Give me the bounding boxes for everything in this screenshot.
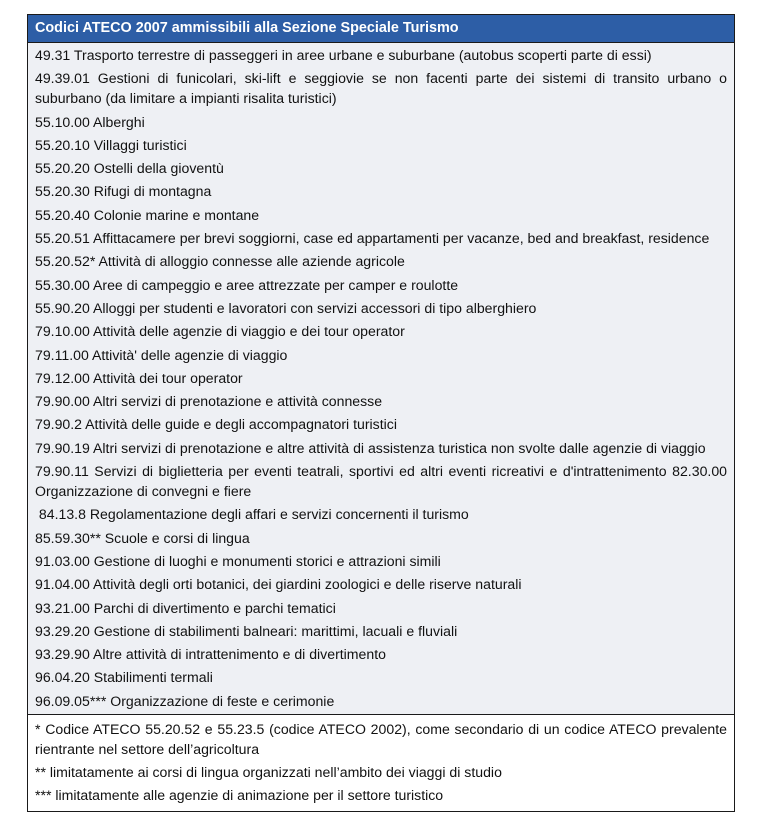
table-title: Codici ATECO 2007 ammissibili alla Sezione Speciale Turismo bbox=[28, 15, 734, 43]
table-row: 55.20.52* Attività di alloggio connesse alle aziende agricole bbox=[35, 253, 405, 270]
table-row: 79.10.00 Attività delle agenzie di viaggio e dei tour operator bbox=[35, 323, 405, 340]
table-row: 93.21.00 Parchi di divertimento e parchi tematici bbox=[35, 599, 336, 616]
table-row: 79.90.11 Servizi di biglietteria per eventi teatrali, sportivi ed altri eventi ricreativi e d'intrattenimento 82.30.00 Organizzazione di convegni e fiere bbox=[35, 463, 727, 500]
table-row: 79.11.00 Attività' delle agenzie di viaggio bbox=[35, 346, 288, 363]
table-row: 55.20.10 Villaggi turistici bbox=[35, 136, 187, 153]
table-row: 96.04.20 Stabilimenti termali bbox=[35, 669, 213, 686]
table-row: 96.09.05*** Organizzazione di feste e cerimonie bbox=[35, 692, 335, 709]
table-row: 93.29.20 Gestione di stabilimenti balneari: marittimi, lacuali e fluviali bbox=[35, 622, 458, 639]
table-row: 55.20.40 Colonie marine e montane bbox=[35, 206, 260, 223]
table-row: 79.90.00 Altri servizi di prenotazione e attività connesse bbox=[35, 393, 383, 410]
table-row: 85.59.30** Scuole e corsi di lingua bbox=[35, 529, 250, 546]
table-row: 55.30.00 Aree di campeggio e aree attrezzate per camper e roulotte bbox=[35, 276, 459, 293]
table-row: 55.10.00 Alberghi bbox=[35, 113, 145, 130]
footnotes bbox=[28, 715, 734, 812]
table-row: 55.90.20 Alloggi per studenti e lavoratori con servizi accessori di tipo alberghiero bbox=[35, 299, 537, 316]
table-row: 55.20.30 Rifugi di montagna bbox=[35, 183, 212, 200]
codes-list bbox=[28, 43, 734, 715]
table-row: 93.29.90 Altre attività di intrattenimento e di divertimento bbox=[35, 646, 386, 663]
footnote-language-courses: ** limitatamente ai corsi di lingua organizzati nell’ambito dei viaggi di studio bbox=[35, 764, 502, 781]
footnote-animation-agencies: *** limitatamente alle agenzie di animazione per il settore turistico bbox=[35, 787, 444, 804]
table-row: 55.20.51 Affittacamere per brevi soggiorni, case ed appartamenti per vacanze, bed and breakfast, residence bbox=[35, 230, 710, 247]
ateco-table bbox=[27, 14, 735, 812]
table-row: 55.20.20 Ostelli della gioventù bbox=[35, 160, 224, 177]
table-row: 91.03.00 Gestione di luoghi e monumenti storici e attrazioni simili bbox=[35, 552, 441, 569]
table-row: 49.39.01 Gestioni di funicolari, ski-lift e seggiovie se non facenti parte dei sistemi di transito urbano o suburbano (da limitare a impianti risalita turistici) bbox=[35, 70, 727, 107]
table-row: 79.12.00 Attività dei tour operator bbox=[35, 369, 243, 386]
footnote-agriculture: * Codice ATECO 55.20.52 e 55.23.5 (codice ATECO 2002), come secondario di un codice ATECO prevalente rientrante nel settore dell’agricoltura bbox=[35, 720, 727, 757]
table-row: 49.31 Trasporto terrestre di passeggeri in aree urbane e suburbane (autobus scoperti parte di essi) bbox=[35, 47, 652, 63]
table-row: 91.04.00 Attività degli orti botanici, dei giardini zoologici e delle riserve naturali bbox=[35, 576, 522, 593]
table-row: 84.13.8 Regolamentazione degli affari e servizi concernenti il turismo bbox=[35, 506, 469, 523]
table-row: 79.90.19 Altri servizi di prenotazione e altre attività di assistenza turistica non svolte dalle agenzie di viaggio bbox=[35, 439, 706, 456]
table-row: 79.90.2 Attività delle guide e degli accompagnatori turistici bbox=[35, 416, 397, 433]
